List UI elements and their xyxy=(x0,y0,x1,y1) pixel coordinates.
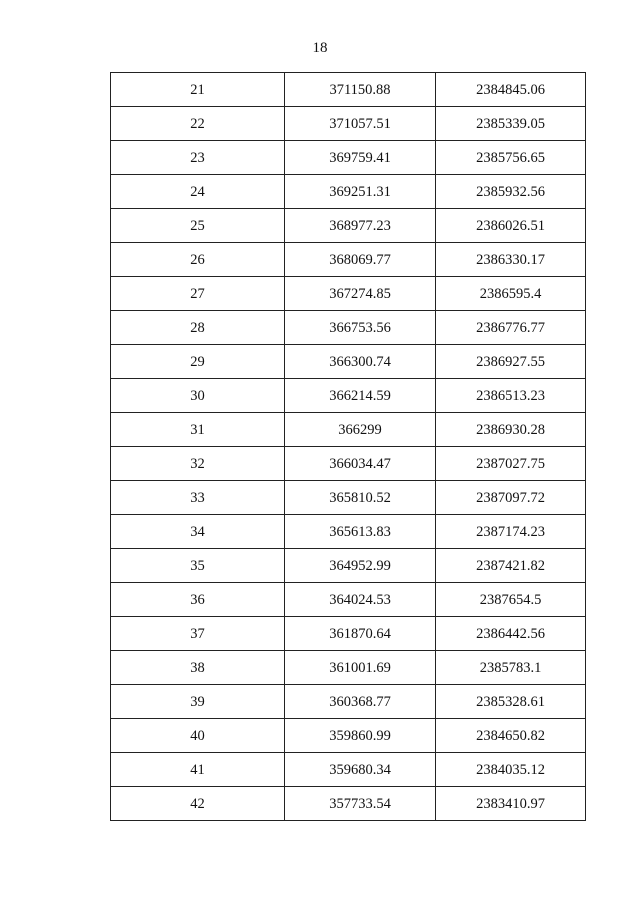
x-coordinate-cell: 365613.83 xyxy=(285,515,436,549)
page-number: 18 xyxy=(312,40,328,56)
x-coordinate-cell: 369251.31 xyxy=(285,175,436,209)
table-row xyxy=(111,549,586,583)
x-coordinate-cell: 364952.99 xyxy=(285,549,436,583)
table-row xyxy=(111,719,586,753)
x-coordinate-cell: 365810.52 xyxy=(285,481,436,515)
y-coordinate-cell: 2387174.23 xyxy=(436,515,586,549)
table-row xyxy=(111,617,586,651)
table-row xyxy=(111,515,586,549)
x-coordinate-cell: 359860.99 xyxy=(285,719,436,753)
table-body xyxy=(111,73,586,821)
x-coordinate-cell: 371150.88 xyxy=(285,73,436,107)
y-coordinate-cell: 2386442.56 xyxy=(436,617,586,651)
x-coordinate-cell: 361001.69 xyxy=(285,651,436,685)
x-coordinate-cell: 366753.56 xyxy=(285,311,436,345)
point-number-cell: 29 xyxy=(111,345,285,379)
point-number-cell: 26 xyxy=(111,243,285,277)
x-coordinate-cell: 369759.41 xyxy=(285,141,436,175)
table-row xyxy=(111,277,586,311)
y-coordinate-cell: 2386776.77 xyxy=(436,311,586,345)
table-row xyxy=(111,413,586,447)
y-coordinate-cell: 2384845.06 xyxy=(436,73,586,107)
y-coordinate-cell: 2385932.56 xyxy=(436,175,586,209)
point-number-cell: 27 xyxy=(111,277,285,311)
y-coordinate-cell: 2385783.1 xyxy=(436,651,586,685)
point-number-cell: 34 xyxy=(111,515,285,549)
x-coordinate-cell: 357733.54 xyxy=(285,787,436,821)
table-row xyxy=(111,141,586,175)
x-coordinate-cell: 359680.34 xyxy=(285,753,436,787)
point-number-cell: 39 xyxy=(111,685,285,719)
y-coordinate-cell: 2385756.65 xyxy=(436,141,586,175)
point-number-cell: 37 xyxy=(111,617,285,651)
y-coordinate-cell: 2384650.82 xyxy=(436,719,586,753)
x-coordinate-cell: 360368.77 xyxy=(285,685,436,719)
x-coordinate-cell: 366299 xyxy=(285,413,436,447)
x-coordinate-cell: 368069.77 xyxy=(285,243,436,277)
y-coordinate-cell: 2386927.55 xyxy=(436,345,586,379)
x-coordinate-cell: 366214.59 xyxy=(285,379,436,413)
point-number-cell: 23 xyxy=(111,141,285,175)
point-number-cell: 40 xyxy=(111,719,285,753)
point-number-cell: 22 xyxy=(111,107,285,141)
table-row xyxy=(111,73,586,107)
x-coordinate-cell: 361870.64 xyxy=(285,617,436,651)
point-number-cell: 41 xyxy=(111,753,285,787)
point-number-cell: 31 xyxy=(111,413,285,447)
y-coordinate-cell: 2386930.28 xyxy=(436,413,586,447)
table-row xyxy=(111,651,586,685)
y-coordinate-cell: 2386330.17 xyxy=(436,243,586,277)
point-number-cell: 28 xyxy=(111,311,285,345)
table-row xyxy=(111,209,586,243)
y-coordinate-cell: 2386595.4 xyxy=(436,277,586,311)
y-coordinate-cell: 2387654.5 xyxy=(436,583,586,617)
x-coordinate-cell: 368977.23 xyxy=(285,209,436,243)
x-coordinate-cell: 366300.74 xyxy=(285,345,436,379)
y-coordinate-cell: 2386026.51 xyxy=(436,209,586,243)
point-number-cell: 32 xyxy=(111,447,285,481)
table-row xyxy=(111,379,586,413)
table-row xyxy=(111,481,586,515)
point-number-cell: 30 xyxy=(111,379,285,413)
point-number-cell: 38 xyxy=(111,651,285,685)
table-row xyxy=(111,107,586,141)
x-coordinate-cell: 367274.85 xyxy=(285,277,436,311)
table-row xyxy=(111,311,586,345)
y-coordinate-cell: 2384035.12 xyxy=(436,753,586,787)
x-coordinate-cell: 366034.47 xyxy=(285,447,436,481)
table-row xyxy=(111,447,586,481)
y-coordinate-cell: 2387421.82 xyxy=(436,549,586,583)
point-number-cell: 42 xyxy=(111,787,285,821)
table-row xyxy=(111,583,586,617)
point-number-cell: 25 xyxy=(111,209,285,243)
coordinate-table xyxy=(110,72,586,821)
y-coordinate-cell: 2386513.23 xyxy=(436,379,586,413)
table-row xyxy=(111,345,586,379)
table-row xyxy=(111,753,586,787)
y-coordinate-cell: 2387027.75 xyxy=(436,447,586,481)
y-coordinate-cell: 2387097.72 xyxy=(436,481,586,515)
y-coordinate-cell: 2383410.97 xyxy=(436,787,586,821)
x-coordinate-cell: 371057.51 xyxy=(285,107,436,141)
y-coordinate-cell: 2385328.61 xyxy=(436,685,586,719)
point-number-cell: 33 xyxy=(111,481,285,515)
point-number-cell: 24 xyxy=(111,175,285,209)
point-number-cell: 21 xyxy=(111,73,285,107)
y-coordinate-cell: 2385339.05 xyxy=(436,107,586,141)
table-row xyxy=(111,787,586,821)
point-number-cell: 36 xyxy=(111,583,285,617)
point-number-cell: 35 xyxy=(111,549,285,583)
table-row xyxy=(111,243,586,277)
x-coordinate-cell: 364024.53 xyxy=(285,583,436,617)
table-row xyxy=(111,685,586,719)
table-row xyxy=(111,175,586,209)
